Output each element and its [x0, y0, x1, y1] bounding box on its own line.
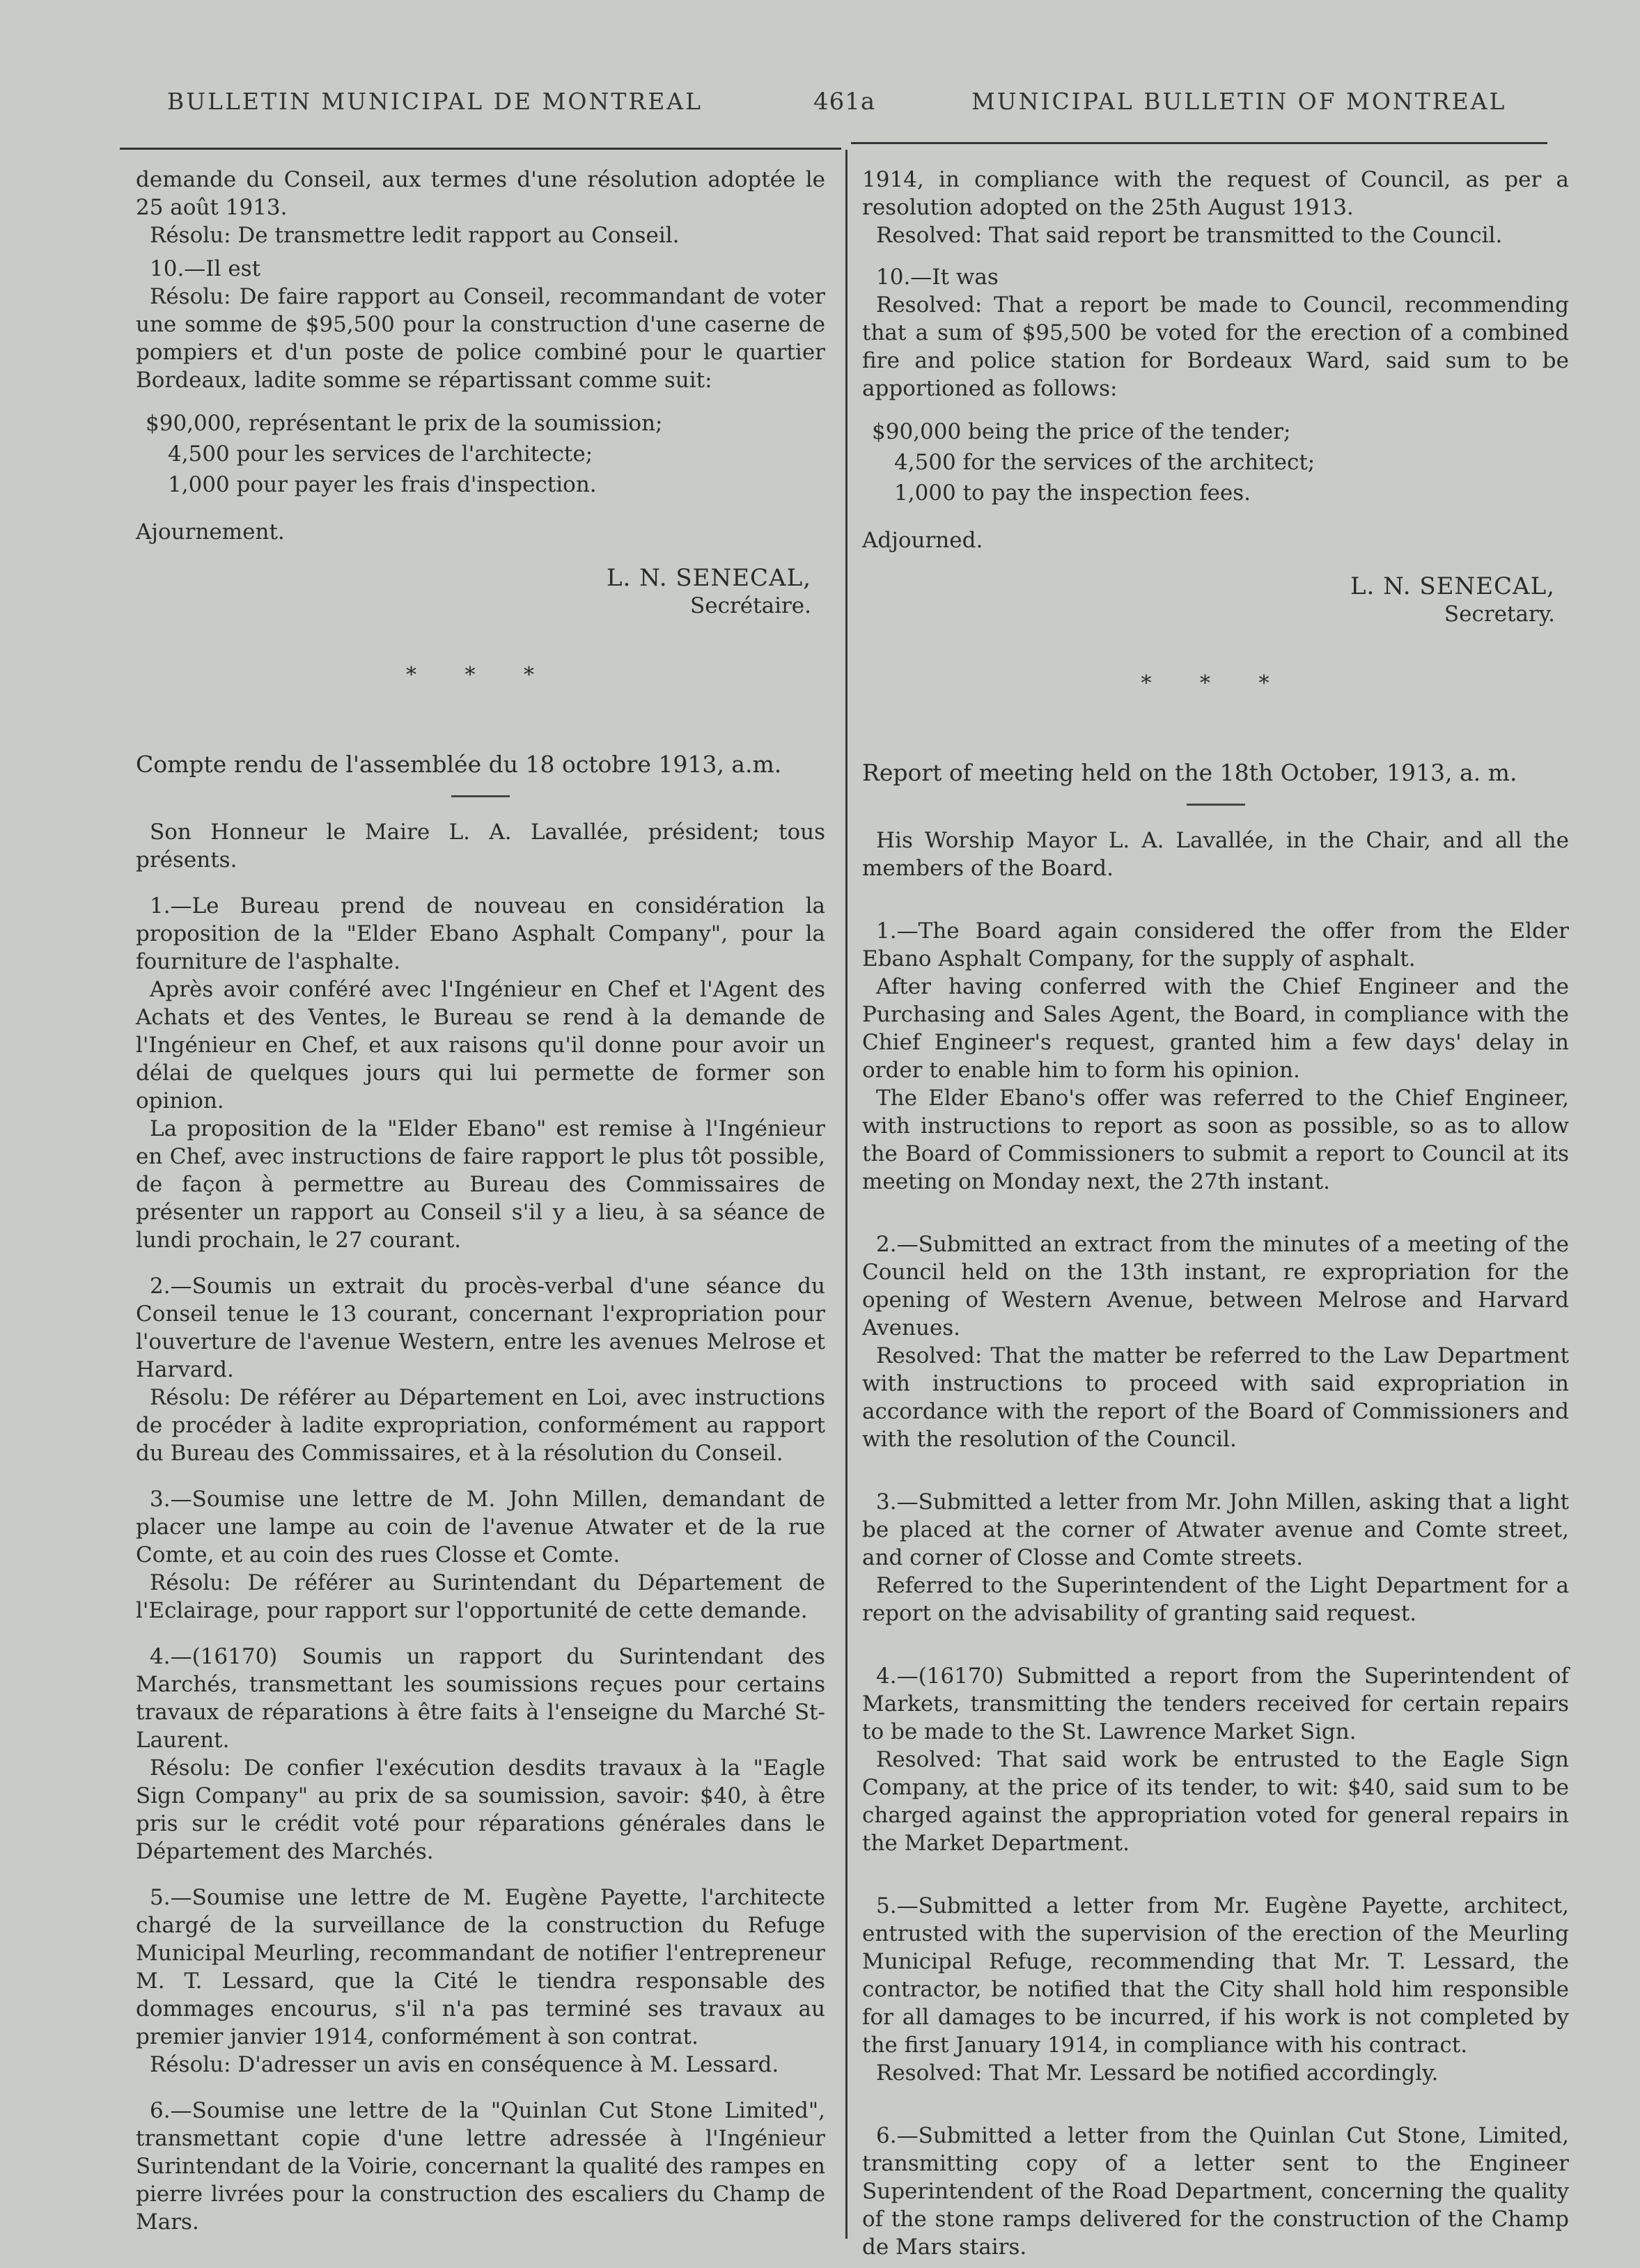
paragraph: Resolved: That Mr. Lessard be notified accordingly. [876, 2060, 1439, 2086]
signature-name: L. N. SENECAL, [606, 564, 811, 592]
signature-title: Secrétaire. [690, 593, 811, 618]
paragraph: Résolu: De référer au Surintendant du Département de l'Eclairage, pour rapport sur l'opportunité de cette demande. [136, 1570, 825, 1623]
paragraph: Résolu: De référer au Département en Loi, avec instructions de procéder à ladite expropriation, conformément au rapport du Bureau des Commissaires, et à la résolution du Conseil. [136, 1385, 825, 1466]
french-column [136, 166, 825, 2236]
list-item: 4,500 for the services of the architect; [894, 450, 1315, 475]
paragraph: After having conferred with the Chief Engineer and the Purchasing and Sales Agent, the Board, in compliance with the Chief Engineer's request, granted him a few days' delay in order to enable him to form his opinion. [862, 974, 1569, 1083]
header-rule-right [851, 142, 1547, 144]
paragraph: 3.—Soumise une lettre de M. John Millen, demandant de placer une lampe au coin de l'avenue Atwater et de la rue Comte, et au coin des rues Closse et Comte. [136, 1487, 825, 1567]
paragraph: Résolu: De faire rapport au Conseil, recommandant de voter une somme de $95,500 pour la construction d'une caserne de pompiers et d'un poste de police combiné pour le quartier Bordeaux, ladite somme se répartissant comme suit: [136, 284, 825, 393]
paragraph: 2.—Soumis un extrait du procès-verbal d'une séance du Conseil tenue le 13 courant, concernant l'expropriation pour l'ouverture de l'avenue Western, entre les avenues Melrose et Harvard. [136, 1274, 825, 1382]
header-english-title: MUNICIPAL BULLETIN OF MONTREAL [971, 88, 1507, 115]
paragraph: 6.—Submitted a letter from the Quinlan Cut Stone, Limited, transmitting copy of a letter sent to the Engineer Superintendent of the Road Department, concerning the quality of the stone ramps delivered for the construction of the Champ de Mars stairs. [862, 2123, 1569, 2260]
cost-list [872, 416, 1569, 508]
paragraph: Referred to the Superintendent of the Light Department for a report on the advisability of granting said request. [862, 1573, 1569, 1626]
page-number: 461a [813, 88, 876, 116]
paragraph: Résolu: De confier l'exécution desdits travaux à la "Eagle Sign Company" au prix de sa soumission, savoir: $40, à être pris sur le crédit voté pour réparations générales dans le Département des Marchés. [136, 1755, 825, 1864]
paragraph: Son Honneur le Maire L. A. Lavallée, président; tous présents. [136, 820, 825, 873]
paragraph: 4.—(16170) Submitted a report from the Superintendent of Markets, transmitting the tenders received for certain repairs to be made to the St. Lawrence Market Sign. [862, 1664, 1569, 1744]
paragraph: Resolved: That a report be made to Council, recommending that a sum of $95,500 be voted for the erection of a combined fire and police station for Bordeaux Ward, said sum to be apportioned as follows: [862, 292, 1569, 401]
column-divider [845, 150, 848, 2239]
paragraph: demande du Conseil, aux termes d'une résolution adoptée le 25 août 1913. [136, 167, 825, 220]
paragraph: Résolu: De transmettre ledit rapport au Conseil. [150, 223, 680, 248]
signature-name: L. N. SENECAL, [1350, 572, 1555, 600]
title-rule [1187, 804, 1245, 806]
paragraph: Resolved: That the matter be referred to the Law Department with instructions to proceed with said expropriation in accordance with the report of the Board of Commissioners and with the resolution of the Council. [862, 1343, 1569, 1452]
section-separator: * * * [405, 663, 556, 687]
signature-block [136, 564, 825, 620]
paragraph: 1.—The Board again considered the offer from the Elder Ebano Asphalt Company, for the supply of asphalt. [862, 918, 1569, 971]
adjournment: Ajournement. [136, 519, 285, 545]
header-french-title: BULLETIN MUNICIPAL DE MONTREAL [167, 88, 703, 115]
paragraph: 1914, in compliance with the request of Council, as per a resolution adopted on the 25th August 1913. [862, 167, 1569, 220]
paragraph: Resolved: That said work be entrusted to the Eagle Sign Company, at the price of its tender, to wit: $40, said sum to be charged against the appropriation voted for general repairs in the Market Department. [862, 1747, 1569, 1856]
meeting-title: Compte rendu de l'assemblée du 18 octobre 1913, a.m. [136, 751, 782, 778]
paragraph: 10.—It was [876, 265, 999, 290]
section-separator: * * * [1141, 671, 1290, 696]
paragraph: 2.—Submitted an extract from the minutes of a meeting of the Council held on the 13th instant, re expropriation for the opening of Western Avenue, between Melrose and Harvard Avenues. [862, 1232, 1569, 1340]
paragraph: The Elder Ebano's offer was referred to the Chief Engineer, with instructions to report as soon as possible, so as to allow the Board of Commissioners to submit a report to Council at its meeting on Monday next, the 27th instant. [862, 1086, 1569, 1194]
paragraph: 10.—Il est [150, 256, 261, 281]
paragraph: 6.—Soumise une lettre de la "Quinlan Cut Stone Limited", transmettant copie d'une lettre adressée à l'Ingénieur Surintendant de la Voirie, concernant la qualité des rampes en pierre livrées pour la construction des escaliers du Champ de Mars. [136, 2098, 825, 2235]
signature-title: Secretary. [1444, 602, 1555, 627]
paragraph: 4.—(16170) Soumis un rapport du Surintendant des Marchés, transmettant les soumissions reçues pour certains travaux de réparations à être faits à l'enseigne du Marché St-Laurent. [136, 1644, 825, 1753]
list-item: $90,000 being the price of the tender; [872, 419, 1291, 444]
paragraph: 3.—Submitted a letter from Mr. John Millen, asking that a light be placed at the corner of Atwater avenue and Comte street, and corner of Closse and Comte streets. [862, 1489, 1569, 1570]
list-item: 1,000 pour payer les frais d'inspection. [168, 472, 597, 497]
cost-list [146, 408, 825, 500]
paragraph: 1.—Le Bureau prend de nouveau en considération la proposition de la "Elder Ebano Asphalt Company", pour la fourniture de l'asphalte. [136, 893, 825, 974]
meeting-title: Report of meeting held on the 18th October, 1913, a. m. [862, 759, 1517, 786]
header-rule-left [120, 148, 841, 150]
paragraph: Résolu: D'adresser un avis en conséquence à M. Lessard. [150, 2052, 779, 2077]
paragraph: La proposition de la "Elder Ebano" est remise à l'Ingénieur en Chef, avec instructions de faire rapport le plus tôt possible, de façon à permettre au Bureau des Commissaires de présenter un rapport au Conseil s'il y a lieu, à sa séance de lundi prochain, le 27 courant. [136, 1116, 825, 1253]
title-rule [451, 795, 510, 797]
paragraph: 5.—Soumise une lettre de M. Eugène Payette, l'architecte chargé de la surveillance de la construction du Refuge Municipal Meurling, recommandant de notifier l'entrepreneur M. T. Lessard, que la Cité le tiendra responsable des dommages encourus, s'il n'a pas terminé ses travaux au premier janvier 1914, conformément à son contrat. [136, 1885, 825, 2049]
list-item: 4,500 pour les services de l'architecte; [168, 441, 593, 467]
list-item: 1,000 to pay the inspection fees. [894, 480, 1251, 506]
adjournment: Adjourned. [862, 528, 983, 553]
english-column [862, 166, 1569, 2261]
paragraph: His Worship Mayor L. A. Lavallée, in the Chair, and all the members of the Board. [862, 828, 1569, 881]
list-item: $90,000, représentant le prix de la soumission; [146, 411, 663, 436]
paragraph: Resolved: That said report be transmitted to the Council. [876, 223, 1503, 248]
paragraph: Après avoir conféré avec l'Ingénieur en Chef et l'Agent des Achats et des Ventes, le Bureau se rend à la demande de l'Ingénieur en Chef, et aux raisons qu'il donne pour avoir un délai de quelques jours qui lui permette de former son opinion. [136, 977, 825, 1113]
signature-block [862, 572, 1569, 628]
paragraph: 5.—Submitted a letter from Mr. Eugène Payette, architect, entrusted with the supervision of the erection of the Meurling Municipal Refuge, recommending that Mr. T. Lessard, the contractor, be notified that the City shall hold him responsible for all damages to be incurred, if his work is not completed by the first January 1914, in compliance with his contract. [862, 1893, 1569, 2058]
